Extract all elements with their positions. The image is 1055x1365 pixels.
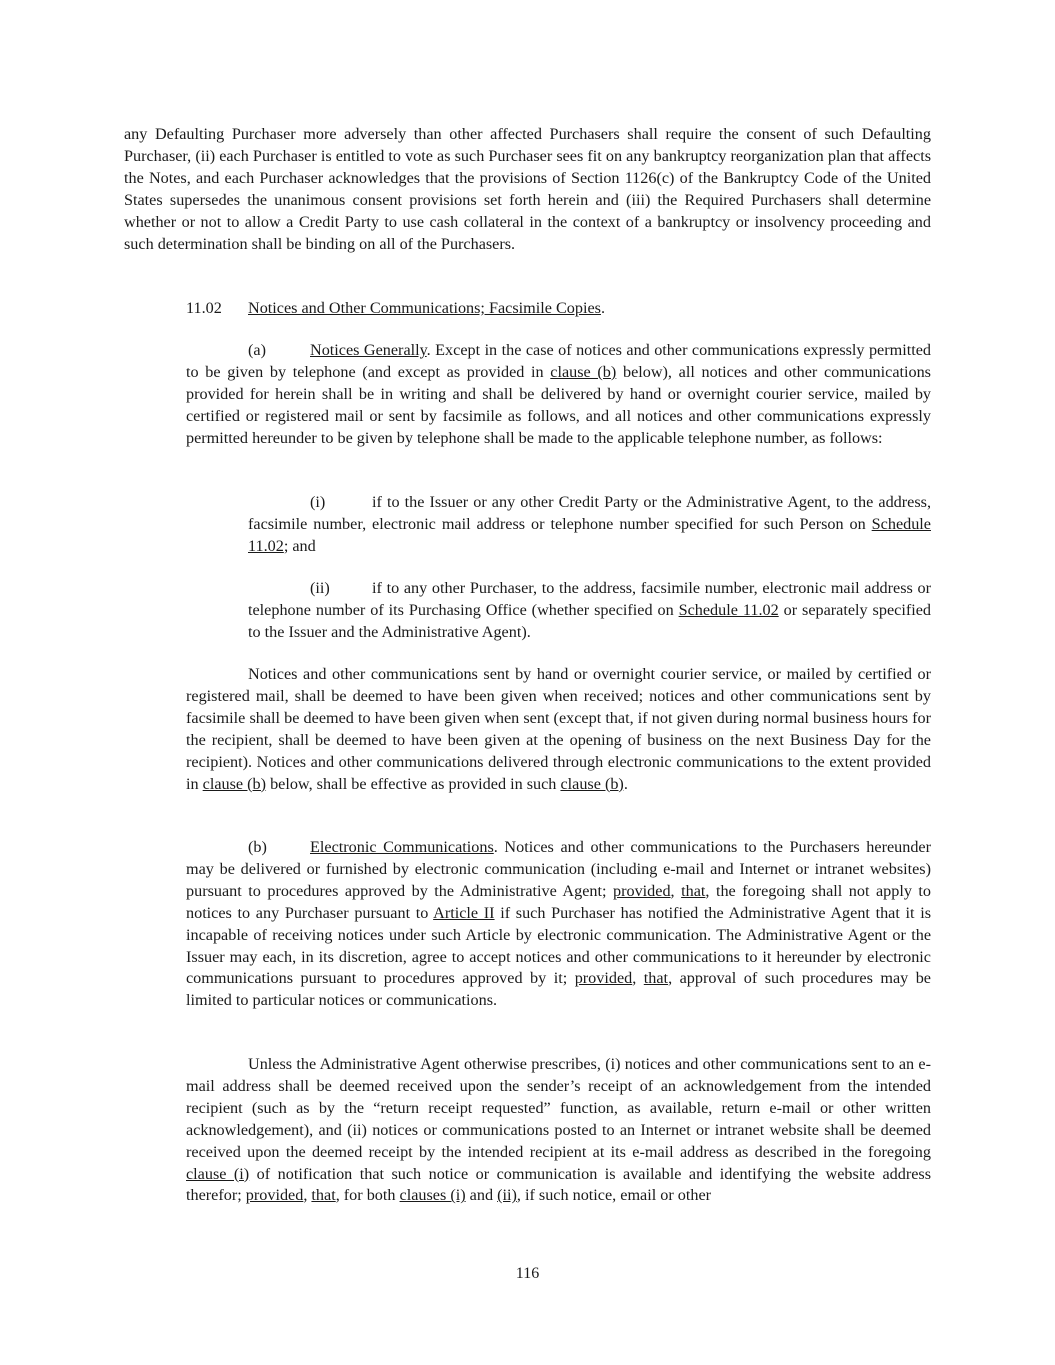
paragraph-b-label: (b) xyxy=(248,838,267,856)
section-heading: 11.02 Notices and Other Communications; Facsimile Copies. xyxy=(186,298,931,320)
that-term: that xyxy=(311,1186,336,1205)
section-number: 11.02 xyxy=(186,299,222,317)
paragraph-ii-label: (ii) xyxy=(310,579,330,597)
provided-term: provided xyxy=(245,1186,304,1205)
notices-paragraph: Notices and other communications sent by hand or overnight courier service, or mailed by certified or registered mail, shall be deemed to have been given when received; notices and other communications sent by facsimile shall be deemed to have been given when sent (except that, if not given during normal business hours for the recipient, shall be deemed to have been given at the opening of business on the next Business Day for the recipient). Notices and other communications delivered through electronic communications to the extent provided in clause (b) below, shall be effective as provided in such clause (b). xyxy=(186,665,931,793)
provided-term: provided xyxy=(613,881,671,900)
that-term: that xyxy=(681,881,706,900)
paragraph-b: (b) Electronic Communications. Notices and other communications to the Purchasers hereunder may be delivered or furnished by electronic communication (including e-mail and Internet or intranet websites) pursuant to procedures approved by the Administrative Agent; provided, that, the foregoing shall not apply to notices to any Purchaser pursuant to Article II if such Purchaser has notified the Administrative Agent that it is incapable of receiving notices under such Article by electronic communication. The Administrative Agent or the Issuer may each, in its discretion, agree to accept notices and other communications to it hereunder by electronic communications pursuant to procedures approved by it; provided, that, approval of such procedures may be limited to particular notices or communications. xyxy=(186,838,932,1010)
paragraph-ii: (ii) if to any other Purchaser, to the address, facsimile number, electronic mail address or telephone number of its Purchasing Office (whether specified on Schedule 11.02 or separately specified to the Issuer and the Administrative Agent). xyxy=(248,579,931,641)
section-title: Notices and Other Communications; Facsimile Copies xyxy=(248,299,601,317)
provided-term: provided xyxy=(574,969,633,988)
clause-b-reference: clause (b) xyxy=(202,774,267,793)
paragraph-b-heading: Electronic Communications xyxy=(310,838,494,856)
paragraph-a-heading: Notices Generally xyxy=(310,341,427,359)
clause-b-reference: clause (b) xyxy=(550,362,617,381)
that-term: that xyxy=(643,969,669,988)
paragraph-i: (i) if to the Issuer or any other Credit Party or the Administrative Agent, to the address, facsimile number, electronic mail address or telephone number specified for such Person on Schedule 11.02; and xyxy=(248,493,931,555)
paragraph-a: (a) Notices Generally. Except in the case of notices and other communications expressly permitted to be given by telephone (and except as provided in clause (b) below), all notices and other communications provided for herein shall be in writing and shall be delivered by hand or overnight courier service, mailed by certified or registered mail or sent by facsimile as follows, and all notices and other communications expressly permitted hereunder to be given by telephone shall be made to the applicable telephone number, as follows: xyxy=(186,341,931,447)
clause-ii-reference: (ii) xyxy=(497,1186,517,1205)
schedule-reference: Schedule 11.02 xyxy=(248,514,931,555)
intro-text: any Defaulting Purchaser more adversely than other affected Purchasers shall require the consent of such Defaulting Purchaser, (ii) each Purchaser is entitled to vote as such Purchaser sees fit on any bankruptcy reorganization plan that affects the Notes, and each Purchaser acknowledges that the provisions of Section 1126(c) of the Bankruptcy Code of the United States supersedes the unanimous consent provisions set forth herein and (iii) the Required Purchasers shall determine whether or not to allow a Credit Party to use cash collateral in the context of a bankruptcy or insolvency proceeding and such determination shall be binding on all of the Purchasers. xyxy=(124,125,931,253)
paragraph-i-label: (i) xyxy=(310,493,326,511)
intro-paragraph xyxy=(124,124,931,255)
paragraph-a-label: (a) xyxy=(248,341,266,359)
schedule-reference: Schedule 11.02 xyxy=(678,600,779,619)
article-reference: Article II xyxy=(433,903,495,922)
page-number: 116 xyxy=(515,1265,540,1282)
clause-i-reference: clause (i) xyxy=(186,1164,250,1183)
clauses-reference: clauses (i) xyxy=(399,1186,466,1205)
clause-b-reference: clause (b) xyxy=(560,774,624,793)
unless-paragraph: Unless the Administrative Agent otherwise prescribes, (i) notices and other communications sent to an e-mail address shall be deemed received upon the sender’s receipt of an acknowledgement from the intended recipient (such as by the “return receipt requested” function, as available, return e-mail or other written acknowledgement), and (ii) notices or communications posted to an Internet or intranet website shall be deemed received upon the deemed receipt by the intended recipient at its e-mail address as described in the foregoing clause (i) of notification that such notice or communication is available and identifying the website address therefor; provided, that, for both clauses (i) and (ii), if such notice, email or other xyxy=(186,1055,931,1205)
